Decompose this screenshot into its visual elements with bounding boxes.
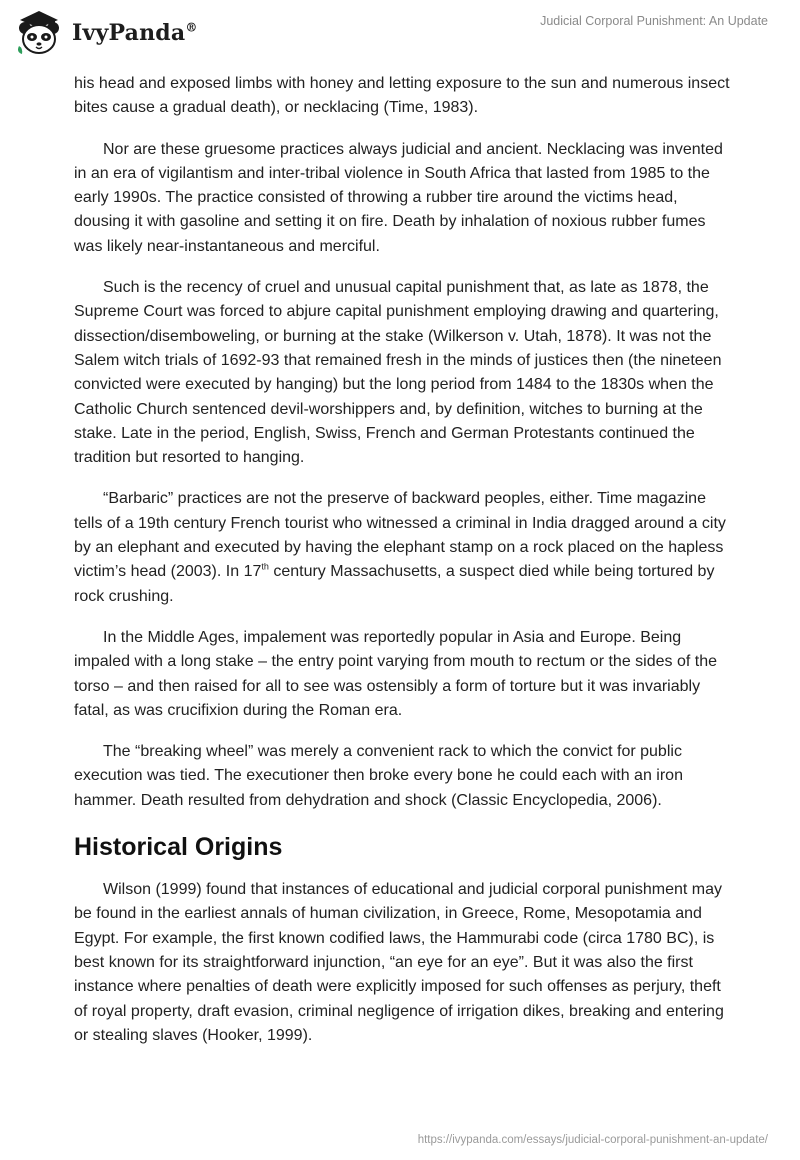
paragraph-text: century Massachusetts, a suspect died while being tortured by rock crushing.	[74, 563, 715, 605]
panda-logo-icon	[14, 8, 64, 58]
paragraph: The “breaking wheel” was merely a convenient rack to which the convict for public execution was tied. The executioner then broke every bone he could each with an iron hammer. Death resulted from dehydration and shock (Classic Encyclopedia, 2006).	[74, 743, 683, 809]
paragraph: Such is the recency of cruel and unusual capital punishment that, as late as 1878, the Supreme Court was forced to abjure capital punishment employing drawing and quartering, dissection/disemboweling, or burning at the stake (Wilkerson v. Utah, 1878). It was not the Salem witch trials of 1692-93 that remained fresh in the minds of justices then (the nineteen convicted were executed by hanging) but the long period from 1484 to the 1830s when the Catholic Church sentenced devil-worshippers and, by definition, witches to burning at the stake. Late in the period, English, Swiss, French and German Protestants continued the tradition but resorted to hanging.	[74, 279, 722, 467]
section-heading: Historical Origins	[74, 833, 283, 862]
logo-text: IvyPanda®	[72, 20, 198, 46]
document-title: Judicial Corporal Punishment: An Update	[540, 14, 768, 28]
logo[interactable]	[14, 8, 214, 58]
paragraph-text: “Barbaric” practices are not the preserve of backward peoples, either. Time magazine tells of a 19th century French tourist who witnessed a criminal in India dragged around a city by an elephant and executed by having the elephant stamp on a rock placed on the hapless victim’s head (2003). In 17	[74, 490, 726, 581]
paragraph: Nor are these gruesome practices always judicial and ancient. Necklacing was invented in an era of vigilantism and inter-tribal violence in South Africa that lasted from 1985 to the early 1990s. The practice consisted of throwing a rubber tire around the victims head, dousing it with gasoline and setting it on fire. Death by inhalation of noxious rubber fumes was likely near-instantaneous and merciful.	[74, 140, 723, 255]
paragraph: In the Middle Ages, impalement was reportedly popular in Asia and Europe. Being impaled with a long stake – the entry point varying from mouth to rectum or the sides of the torso – and then raised for all to see was ostensibly a form of torture but it was invariably fatal, as was crucifixion during the Roman era.	[74, 628, 717, 719]
ordinal-superscript: th	[261, 562, 269, 573]
source-url[interactable]: https://ivypanda.com/essays/judicial-corporal-punishment-an-update/	[417, 1134, 768, 1146]
page-header	[0, 0, 800, 70]
article-body	[74, 72, 732, 1065]
paragraph: his head and exposed limbs with honey and letting exposure to the sun and numerous insect bites cause a gradual death), or necklacing (Time, 1983).	[74, 75, 730, 117]
paragraph	[74, 487, 732, 608]
paragraph: Wilson (1999) found that instances of educational and judicial corporal punishment may be found in the earliest annals of human civilization, in Greece, Rome, Mesopotamia and Egypt. For example, the first known codified laws, the Hammurabi code (circa 1780 BC), is best known for its straightforward injunction, “an eye for an eye”. But it was also the first instance where penalties of death were explicitly imposed for such offenses as perjury, theft of royal property, draft evasion, criminal negligence of irrigation dikes, breaking and entering or stealing slaves (Hooker, 1999).	[74, 881, 724, 1044]
